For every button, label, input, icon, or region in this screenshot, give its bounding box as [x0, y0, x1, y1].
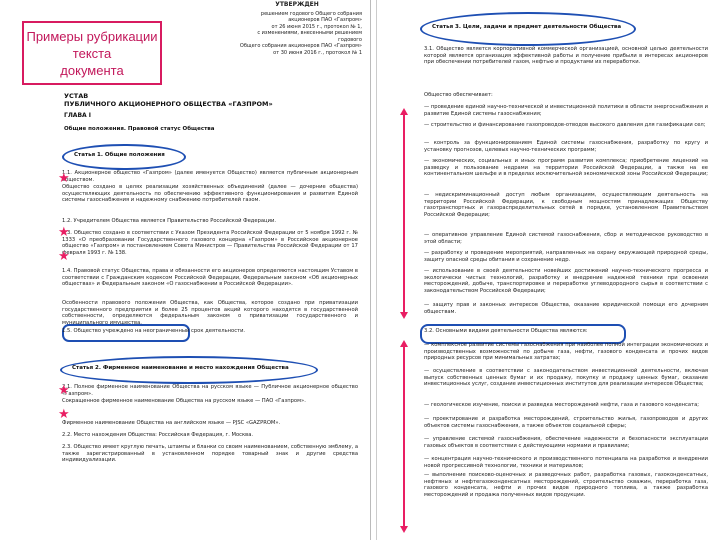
left-paragraph: 1.1. Акционерное общество «Газпром» (далее именуется Общество) является публичным акционерным обществом. — [62, 170, 358, 183]
right-paragraph: 3.2. Основными видами деятельности Общества являются: — [424, 328, 588, 334]
left-paragraph: 2.2. Место нахождения Общества: Российская Федерация, г. Москва. — [62, 432, 254, 438]
approval-line: акционеров ПАО «Газпром» — [288, 17, 362, 23]
right-paragraph: — оперативное управление Единой системой газоснабжения, сбор и методическое руководство в этой области; — [424, 232, 708, 245]
article-3-title: Статья 3. Цели, задачи и предмет деятельности Общества — [432, 24, 622, 30]
title-line: ПУБЛИЧНОГО АКЦИОНЕРНОГО ОБЩЕСТВА «ГАЗПРОМ» — [64, 100, 273, 108]
star-marker-icon: ★ — [58, 225, 70, 240]
right-paragraph: — защиту прав и законных интересов Общества, оказание юридической помощи его дочерним обществам. — [424, 302, 708, 315]
approval-line: от 30 июня 2016 г., протокол № 1 — [273, 49, 362, 56]
right-paragraph: 3.1. Общество является корпоративной коммерческой организацией, основной целью деятельности которой является организация эффективной работы и получение прибыли в интересах акционеров при обеспечении потребителей газом, нефтью и продуктами их переработки. — [424, 46, 708, 66]
left-paragraph: 1.4. Правовой статус Общества, права и обязанности его акционеров определяются настоящим Уставом в соответствии с Гражданским кодексом Российской Федерации, Федеральным законом «Об акционерных обществах» и Федеральным законом «О газоснабжении в Российской Федерации». — [62, 268, 358, 288]
article-1-title: Статья 1. Общие положения — [74, 152, 165, 158]
right-paragraph: — комплексное развитие системы газоснабжения при наиболее полной интеграции экономических и производственных возможностей по добыче газа, нефти, газового конденсата и прочих видов природных ресурсов при минимальных затратах; — [424, 342, 708, 362]
right-paragraph: — контроль за функционированием Единой системы газоснабжения, разработку по кругу и установку прогнозов, целевых научно-технических программ; — [424, 140, 708, 153]
article-2-title: Статья 2. Фирменное наименование и место нахождения Общества — [72, 365, 289, 371]
right-paragraph: — экономических, социальных и иных программ развития комплекса; приобретение лицензий на разведку и пользование недрами на территории Российской Федерации, а также на ее континентальном шельфе и в пределах исключительной экономической зоны Российской Федерации; — [424, 158, 708, 178]
chapter-subheading: Общие положения. Правовой статус Общества — [64, 126, 215, 132]
star-marker-icon: ★ — [58, 171, 70, 186]
left-paragraph: Общество создано в целях реализации хозяйственных объединений (далее — дочерние общества) осуществляющих деятельность по обеспечению эффективного функционирования и развития Единой системы газоснабжения и надежному снабжению потребителей газом. — [62, 184, 358, 204]
star-marker-icon: ★ — [58, 407, 70, 422]
right-paragraph: — проектирование и разработка месторождений, строительство жилья, газопроводов и других объектов системы газоснабжения, а также объектов социальной сферы; — [424, 416, 708, 429]
bracket-line — [403, 346, 405, 528]
left-paragraph: Особенности правового положения Общества, как Общества, которое создано при приватизации государственного предприятия и более 25 процентов акций которого находятся в государственной собственности, определяются федеральным законом о приватизации государственного и муниципального имущества. — [62, 300, 358, 326]
left-paragraph: Сокращенное фирменное наименование Общества на русском языке — ПАО «Газпром». — [62, 398, 306, 404]
label-line-2: текста — [72, 45, 112, 61]
rubric-examples-label — [22, 21, 162, 85]
label-line-3: документа — [60, 62, 124, 78]
bracket-line — [403, 114, 405, 314]
right-paragraph: — осуществление в соответствии с законодательством инвестиционной деятельности, включая выпуск собственных ценных бумаг и их продажу, покупку и продажу ценных бумаг, оказание инвестиционных услуг, создание инвестиционных институтов для реализации интересов Общества; — [424, 368, 708, 388]
arrow-up-icon — [400, 108, 408, 115]
arrow-up-icon — [400, 340, 408, 347]
chapter-heading: ГЛАВА I — [64, 112, 91, 119]
approval-line: от 26 июня 2015 г., протокол № 1, — [271, 23, 362, 30]
right-paragraph: — концентрация научно-технического и производственного потенциала на разработке и внедрении новой прогрессивной технологии, техники и материалов; — [424, 456, 708, 469]
approval-heading: УТВЕРЖДЕН — [275, 1, 319, 8]
right-paragraph: — управление системой газоснабжения, обеспечение надежности и безопасности эксплуатации газовых объектов в соответствии с действующими нормами и правилами; — [424, 436, 708, 449]
right-paragraph: — использование в своей деятельности новейших достижений научно-технического прогресса и экологически чистых технологий, разработку и внедрение надежной техники при освоении месторождений, добыче, транспортировке и переработке углеводородного сырья в соответствии с законодательством Российской Федерации; — [424, 268, 708, 294]
star-marker-icon: ★ — [58, 249, 70, 264]
label-line-1: Примеры рубрикации — [26, 28, 158, 44]
right-paragraph: — геологическое изучение, поиски и разведка месторождений нефти, газа и газового конденсата; — [424, 402, 700, 408]
star-marker-icon: ★ — [58, 383, 70, 398]
right-paragraph: — выполнение поисково-оценочных и разведочных работ, разработка газовых, газоконденсатных, нефтяных и нефтегазоконденсатных месторождений, строительство скважин, переработка газа, газового конденсата, нефти и прочих видов природного топлива, а также разработка месторождений и продажа полученных видов продукции. — [424, 472, 708, 498]
approval-line: Общего собрания акционеров ПАО «Газпром» — [239, 43, 362, 49]
document-title — [64, 92, 354, 108]
right-paragraph: — недискриминационный доступ любым организациям, осуществляющим деятельность на территории Российской Федерации, к свободным мощностям принадлежащих Обществу газотранспортных и газораспределительных сетей в порядке, установленном Правительством Российской Федерации; — [424, 192, 708, 218]
left-paragraph: 1.3. Общество создано в соответствии с Указом Президента Российской Федерации от 5 ноября 1992 г. № 1333 «О преобразовании Государственного газового концерна «Газпром» в Российское акционерное общество «Газпром» и постановлением Совета Министров — Правительства Российской Федерации от 17 февраля 1993 г. № 138. — [62, 230, 358, 256]
arrow-down-icon — [400, 312, 408, 319]
approval-block — [232, 2, 362, 56]
left-paragraph: Фирменное наименование Общества на английском языке — PJSC «GAZPROM». — [62, 420, 281, 426]
right-paragraph: Общество обеспечивает: — [424, 92, 493, 98]
right-paragraph: — разработку и проведение мероприятий, направленных на охрану окружающей природной среды, защиту опасной среды обитания и сохранение недр. — [424, 250, 708, 263]
right-paragraph: — строительство и финансирование газопроводов-отводов высокого давления для газификации сел; — [424, 122, 706, 128]
left-paragraph: 1.2. Учредителем Общества является Правительство Российской Федерации. — [62, 218, 276, 224]
approval-line: решением годового Общего собрания — [260, 10, 362, 17]
left-paragraph: 1.5. Общество учреждено на неограниченный срок деятельности. — [62, 328, 246, 334]
left-paragraph: 2.1. Полное фирменное наименование Общества на русском языке — Публичное акционерное общество «Газпром». — [62, 384, 358, 397]
left-paragraph: 2.3. Общество имеет круглую печать, штампы и бланки со своим наименованием, собственную эмблему, а также зарегистрированный в установленном порядке товарный знак и другие средства индивидуализации. — [62, 444, 358, 464]
right-paragraph: — проведение единой научно-технической и инвестиционной политики в области энергоснабжения и развитие Единой системы газоснабжения; — [424, 104, 708, 117]
approval-line: с изменениями, внесенными решением годового — [257, 30, 362, 43]
arrow-down-icon — [400, 526, 408, 533]
title-line: УСТАВ — [64, 92, 89, 100]
